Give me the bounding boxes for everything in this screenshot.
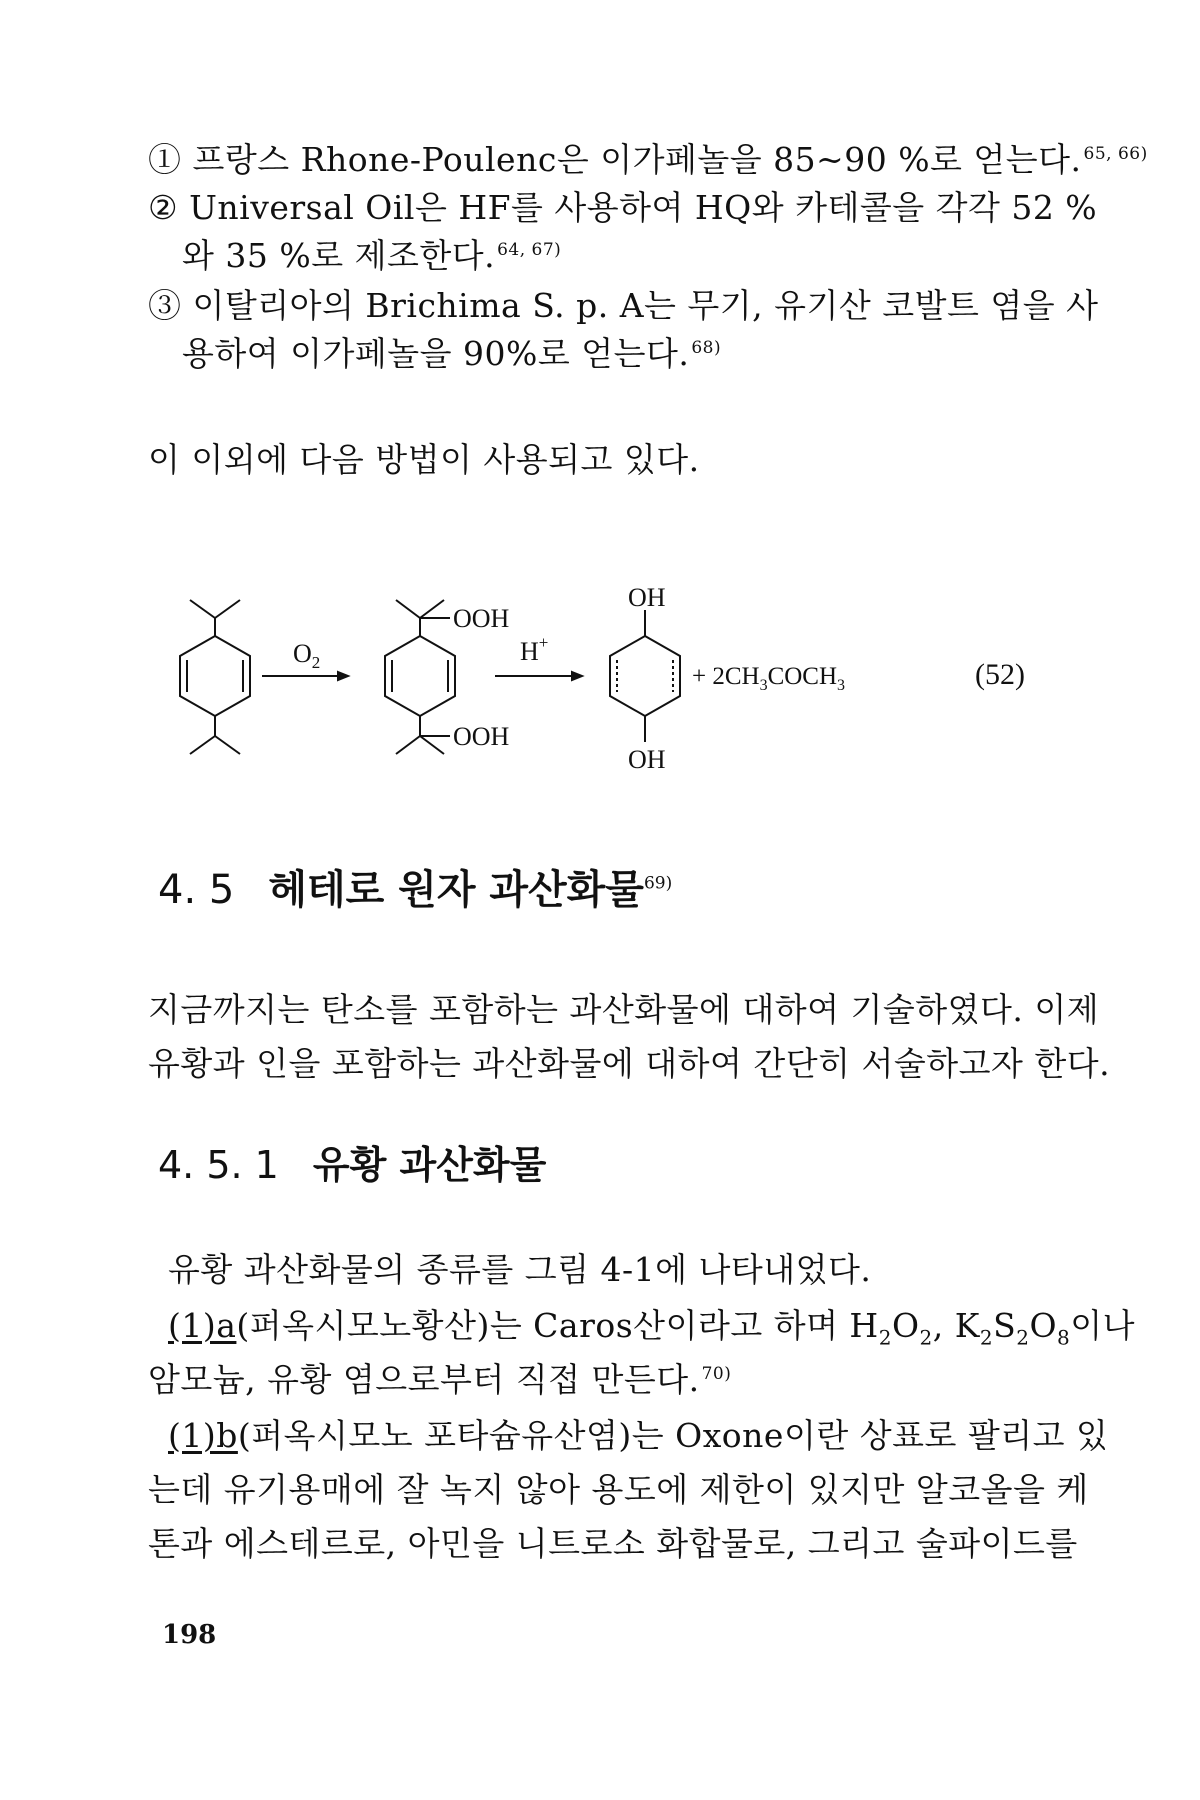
list-item-2: [148, 188, 1097, 228]
reference-mark: 64, 67): [497, 240, 562, 260]
dihydroperoxide-structure: [385, 600, 455, 754]
text-run: (퍼옥시모노황산)는 Caros산이라고 하며 H: [236, 1306, 879, 1345]
subscript: 2: [979, 1325, 994, 1350]
hydroxy-label-top: OH: [628, 583, 666, 612]
section-number: 4. 5: [158, 867, 235, 913]
page-number: 198: [162, 1620, 217, 1650]
subscript: 2: [878, 1325, 892, 1350]
intro-line: 이 이외에 다음 방법이 사용되고 있다.: [148, 440, 700, 479]
item-marker: ①: [148, 140, 182, 179]
reference-mark: 70): [701, 1364, 732, 1384]
list-item-2-continuation: [182, 236, 561, 276]
item-text: 프랑스 Rhone-Poulenc은 이가페놀을 85~90 %로 얻는다.: [181, 140, 1082, 179]
item-marker: ③: [148, 286, 182, 325]
list-item-1: [148, 140, 1148, 180]
compound-label: (1)a: [168, 1306, 237, 1345]
section-title: 헤테로 원자 과산화물: [268, 867, 644, 913]
section-paragraph-line: 유황과 인을 포함하는 과산화물에 대하여 간단히 서술하고자 한다.: [148, 1044, 1111, 1083]
item-marker: ②: [148, 188, 179, 227]
list-item-3-continuation: [182, 334, 721, 374]
sub-paragraph-line: 는데 유기용매에 잘 녹지 않아 용도에 제한이 있지만 알코올을 케: [148, 1470, 1089, 1509]
subscript: 2: [919, 1325, 933, 1350]
item-text: 이탈리아의 Brichima S. p. A는 무기, 유기산 코발트 염을 사: [181, 286, 1099, 325]
sub-paragraph-line: [168, 1416, 1108, 1456]
hydroperoxy-label-bottom: OOH: [453, 722, 510, 751]
text-run: 암모늄, 유황 염으로부터 직접 만든다.: [148, 1360, 700, 1399]
subsection-heading: [158, 1142, 546, 1188]
reaction-scheme: [0, 560, 1200, 780]
item-text: 용하여 이가페놀을 90%로 얻는다.: [182, 334, 690, 373]
sub-paragraph-line: [168, 1306, 1136, 1350]
sub-paragraph-line: [148, 1360, 731, 1400]
reference-mark: 69): [643, 873, 673, 894]
acetone-product: + $2CH_3COCH_3$: [692, 663, 846, 694]
subsection-title: 유황 과산화물: [312, 1143, 547, 1187]
reference-mark: 68): [691, 338, 722, 358]
diisopropylbenzene-structure: [180, 600, 250, 754]
text-run: (퍼옥시모노 포타슘유산염)는 Oxone이란 상표로 팔리고 있: [237, 1416, 1109, 1455]
section-paragraph-line: 지금까지는 탄소를 포함하는 과산화물에 대하여 기술하였다. 이제: [148, 990, 1100, 1029]
hydroxy-label-bottom: OH: [628, 745, 666, 774]
subsection-number: 4. 5. 1: [158, 1143, 279, 1187]
list-item-3: [148, 286, 1099, 326]
section-heading: [158, 866, 672, 914]
item-text: 와 35 %로 제조한다.: [182, 236, 496, 275]
equation-number: (52): [975, 658, 1025, 691]
hydroperoxy-label-top: OOH: [453, 604, 510, 633]
text-run: O: [891, 1306, 920, 1345]
subscript: 8: [1057, 1325, 1071, 1350]
item-text: Universal Oil은 HF를 사용하여 HQ와 카테콜을 각각 52 %: [178, 188, 1098, 227]
compound-label: (1)b: [168, 1416, 238, 1455]
text-run: O: [1029, 1306, 1058, 1345]
text-run: S: [993, 1306, 1017, 1345]
subscript: 2: [1016, 1325, 1030, 1350]
text-run: , K: [932, 1306, 980, 1345]
sub-paragraph-line: 톤과 에스테르로, 아민을 니트로소 화합물로, 그리고 술파이드를: [148, 1524, 1078, 1563]
sub-paragraph-line: 유황 과산화물의 종류를 그림 4-1에 나타내었다.: [168, 1250, 872, 1289]
text-run: 이나: [1070, 1306, 1136, 1345]
reagent-acid: H+: [520, 633, 549, 666]
hydroquinone-structure: [610, 610, 680, 742]
reagent-oxygen: $O_2$: [293, 639, 321, 672]
reference-mark: 65, 66): [1083, 144, 1148, 164]
